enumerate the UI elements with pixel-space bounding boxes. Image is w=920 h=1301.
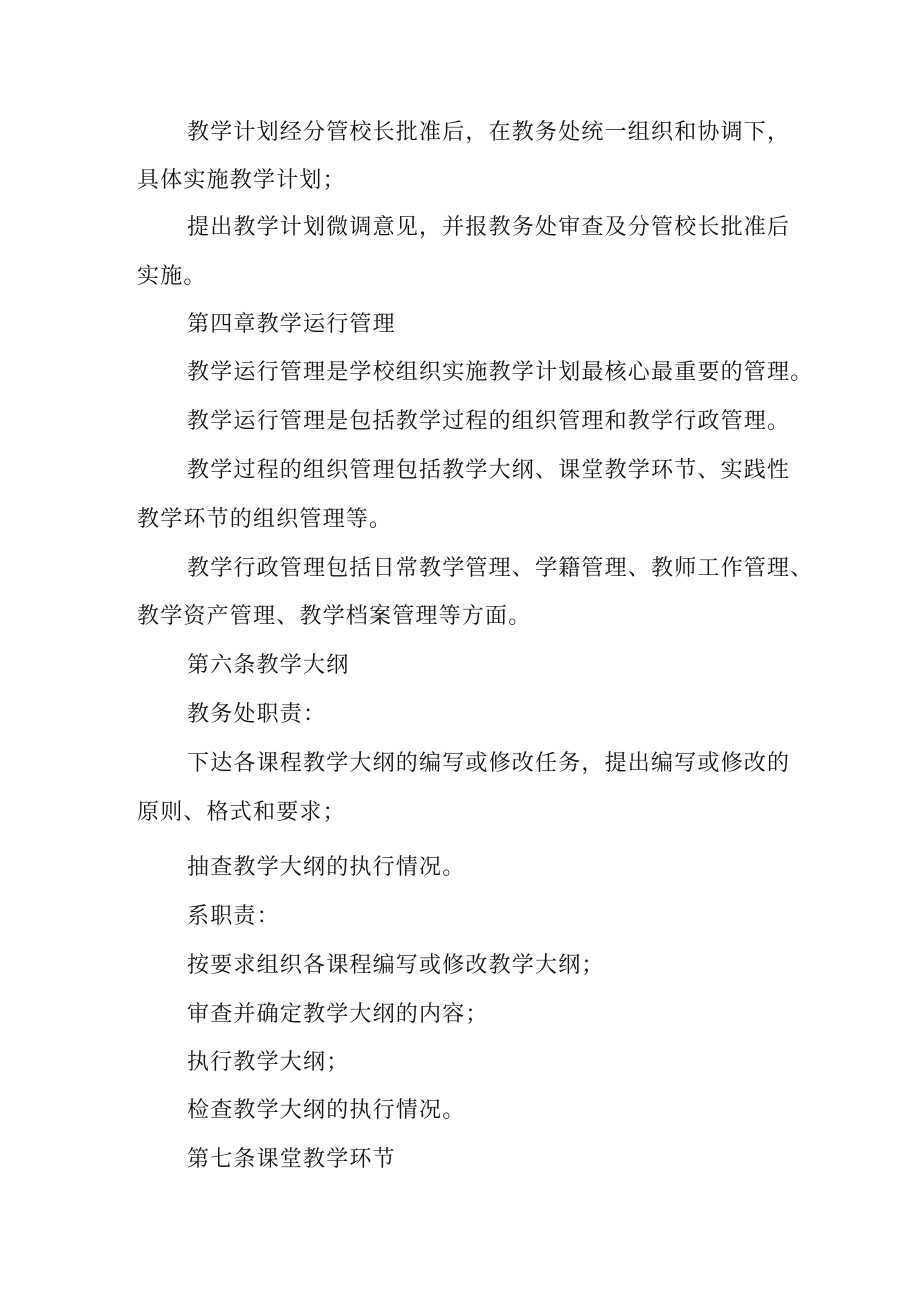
paragraph-line: 教学行政管理包括日常教学管理、学籍管理、教师工作管理、 <box>187 556 814 581</box>
paragraph-line: 系职责： <box>187 904 280 929</box>
article-heading: 第六条教学大纲 <box>187 653 350 678</box>
paragraph-line: 抽查教学大纲的执行情况。 <box>187 855 466 880</box>
paragraph-line: 审查并确定教学大纲的内容； <box>187 1002 489 1027</box>
paragraph-line: 教学过程的组织管理包括教学大纲、课堂教学环节、实践性 <box>187 458 791 483</box>
paragraph-line: 教学计划经分管校长批准后，在教务处统一组织和协调下， <box>187 120 791 145</box>
paragraph-line: 教务处职责： <box>187 702 327 727</box>
paragraph-line: 实施。 <box>137 264 207 289</box>
paragraph-line: 执行教学大纲； <box>187 1050 350 1075</box>
paragraph-line: 下达各课程教学大纲的编写或修改任务，提出编写或修改的 <box>187 751 791 776</box>
paragraph-line: 教学环节的组织管理等。 <box>137 507 393 532</box>
paragraph-line: 教学运行管理是包括教学过程的组织管理和教学行政管理。 <box>187 409 791 434</box>
paragraph-line: 提出教学计划微调意见，并报教务处审查及分管校长批准后 <box>187 215 791 240</box>
paragraph-line: 教学运行管理是学校组织实施教学计划最核心最重要的管理。 <box>187 360 814 385</box>
paragraph-line: 具体实施教学计划； <box>137 168 346 193</box>
paragraph-line: 原则、格式和要求； <box>137 800 346 825</box>
article-heading: 第七条课堂教学环节 <box>187 1147 396 1172</box>
paragraph-line: 教学资产管理、教学档案管理等方面。 <box>137 604 532 629</box>
chapter-heading: 第四章教学运行管理 <box>187 312 396 337</box>
paragraph-line: 检查教学大纲的执行情况。 <box>187 1098 466 1123</box>
paragraph-line: 按要求组织各课程编写或修改教学大纲； <box>187 953 605 978</box>
